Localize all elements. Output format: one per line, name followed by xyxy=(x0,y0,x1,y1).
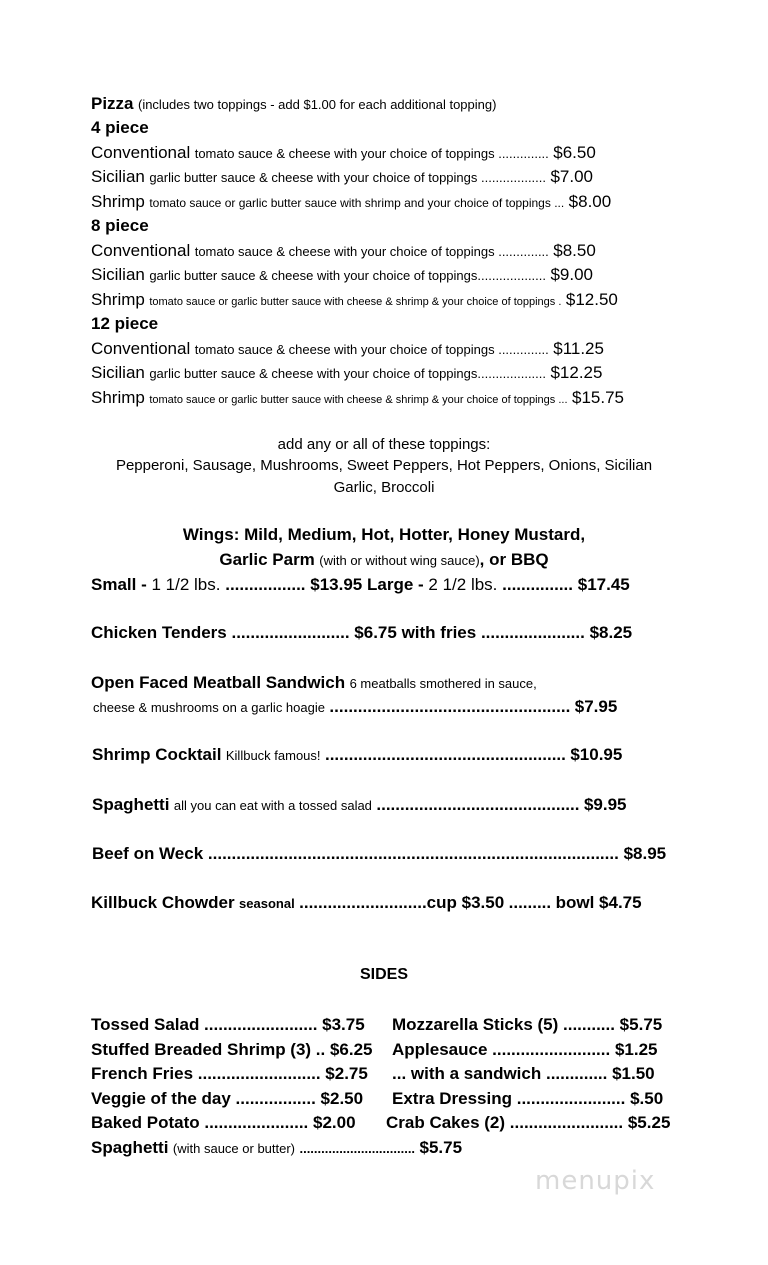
item-name: Shrimp xyxy=(91,192,145,211)
item-desc: Killbuck famous! xyxy=(225,748,321,763)
size-8-piece: 8 piece xyxy=(91,216,149,235)
item-price: $7.95 xyxy=(574,697,618,716)
wings-small-weight: 1 1/2 lbs. xyxy=(151,575,221,594)
item-desc: all you can eat with a tossed salad xyxy=(173,798,372,813)
item-name: Conventional xyxy=(91,339,191,358)
size-4-piece: 4 piece xyxy=(91,118,149,137)
item-price: $5.75 xyxy=(419,1138,463,1157)
wings-flavor-garlic-parm: Garlic Parm xyxy=(219,550,315,569)
item-name: Killbuck Chowder xyxy=(91,893,235,912)
item-desc: tomato sauce & cheese with your choice of toppings .............. xyxy=(194,244,549,259)
chowder-cup-price: cup $3.50 xyxy=(426,893,505,912)
item-desc: seasonal xyxy=(239,896,295,911)
dots: ................................................... xyxy=(329,697,571,716)
item-price: $7.00 xyxy=(550,167,594,186)
wings-small-label: Small - xyxy=(91,575,147,594)
item-price: $15.75 xyxy=(571,388,624,407)
pizza-item-row xyxy=(91,167,593,187)
side-spaghetti-row xyxy=(91,1138,462,1158)
wings-large-label: Large - xyxy=(366,575,424,594)
dots: ................................................... xyxy=(324,745,566,764)
dots: ........................... xyxy=(299,893,427,912)
sides-title: SIDES xyxy=(359,966,408,983)
dots: ............... xyxy=(502,575,573,594)
wings-flavor-bbq: , or BBQ xyxy=(479,550,549,569)
pizza-title: Pizza xyxy=(91,94,134,113)
shrimp-cocktail-row xyxy=(92,745,622,765)
item-name: Sicilian xyxy=(91,167,145,186)
wings-sauce-note: (with or without wing sauce) xyxy=(319,553,480,568)
meatball-sandwich-row xyxy=(91,673,537,693)
wings-flavors-line2 xyxy=(0,550,768,570)
side-item-right: Applesauce ......................... $1.25 xyxy=(392,1040,658,1059)
spaghetti-row xyxy=(92,795,626,815)
item-price: $6.75 xyxy=(354,623,397,642)
item-name: Shrimp xyxy=(91,290,145,309)
pizza-header xyxy=(91,94,496,114)
dots: ....................................................................................... xyxy=(207,844,619,863)
wings-flavors-line1: Wings: Mild, Medium, Hot, Hotter, Honey Mustard, xyxy=(182,525,586,544)
item-name: Conventional xyxy=(91,241,191,260)
side-item-left: French Fries .......................... $2.75 xyxy=(91,1064,368,1083)
item-name: Open Faced Meatball Sandwich xyxy=(91,673,346,692)
side-item-right: Crab Cakes (2) ........................ $5.25 xyxy=(386,1113,671,1132)
item-desc: 6 meatballs smothered in sauce, xyxy=(349,676,537,691)
dots: ......... xyxy=(508,893,552,912)
item-desc: garlic butter sauce & cheese with your choice of toppings................... xyxy=(149,268,547,283)
item-name: Spaghetti xyxy=(91,1138,169,1157)
item-price: $12.25 xyxy=(550,363,603,382)
pizza-item-row xyxy=(91,241,596,261)
item-desc: tomato sauce & cheese with your choice of toppings .............. xyxy=(194,146,549,161)
pizza-item-row xyxy=(91,388,624,408)
item-price: $8.50 xyxy=(553,241,596,260)
item-name: Spaghetti xyxy=(92,795,170,814)
item-price: $6.50 xyxy=(553,143,596,162)
side-item-right: Mozzarella Sticks (5) ........... $5.75 xyxy=(392,1015,663,1034)
pizza-item-row xyxy=(91,192,611,212)
side-item-left: Stuffed Breaded Shrimp (3) .. $6.25 xyxy=(91,1040,373,1059)
dots: ...................... xyxy=(480,623,585,642)
item-name: Beef on Weck xyxy=(92,844,204,863)
pizza-item-row xyxy=(91,265,593,285)
item-price: $11.25 xyxy=(553,339,604,358)
with-fries-price: $8.25 xyxy=(589,623,633,642)
toppings-list-line2: Garlic, Broccoli xyxy=(333,479,435,496)
dots: ................................ xyxy=(299,1141,416,1156)
pizza-item-row xyxy=(91,143,596,163)
item-desc: (with sauce or butter) xyxy=(172,1141,296,1156)
chicken-tenders-row xyxy=(91,623,632,643)
wings-prices-row xyxy=(91,575,630,595)
side-item-left: Veggie of the day ................. $2.50 xyxy=(91,1089,364,1108)
dots: ......................... xyxy=(231,623,350,642)
beef-on-weck-row xyxy=(92,844,666,864)
item-price: $9.00 xyxy=(550,265,594,284)
item-desc: garlic butter sauce & cheese with your choice of toppings................... xyxy=(149,366,547,381)
side-item-left: Baked Potato ...................... $2.00 xyxy=(91,1113,356,1132)
item-desc: garlic butter sauce & cheese with your choice of toppings .................. xyxy=(149,170,547,185)
item-price: $9.95 xyxy=(583,795,627,814)
item-name: Shrimp Cocktail xyxy=(92,745,222,764)
item-price: $8.00 xyxy=(568,192,612,211)
pizza-item-row xyxy=(91,363,602,383)
pizza-item-row xyxy=(91,339,604,359)
item-name: Shrimp xyxy=(91,388,145,407)
pizza-item-row xyxy=(91,290,618,310)
wings-large-weight: 2 1/2 lbs. xyxy=(428,575,498,594)
item-name: Conventional xyxy=(91,143,191,162)
dots: ................. xyxy=(225,575,306,594)
size-12-piece: 12 piece xyxy=(91,314,159,333)
side-item-right: ... with a sandwich ............. $1.50 xyxy=(392,1064,655,1083)
meatball-sandwich-row-2 xyxy=(93,697,617,717)
item-name: Sicilian xyxy=(91,363,145,382)
dots: ........................................... xyxy=(376,795,580,814)
item-desc: tomato sauce & cheese with your choice of toppings .............. xyxy=(194,342,549,357)
menupix-watermark: menupix xyxy=(535,1166,656,1196)
item-desc: tomato sauce or garlic butter sauce with cheese & shrimp & your choice of toppings . xyxy=(149,296,562,308)
toppings-list-line1: Pepperoni, Sausage, Mushrooms, Sweet Peppers, Hot Peppers, Onions, Sicilian xyxy=(115,457,653,474)
item-desc: cheese & mushrooms on a garlic hoagie xyxy=(93,700,325,715)
side-item-right: Extra Dressing ....................... $.50 xyxy=(392,1089,664,1108)
wings-large-price: $17.45 xyxy=(577,575,630,594)
chowder-bowl-price: bowl $4.75 xyxy=(555,893,642,912)
item-price: $12.50 xyxy=(565,290,618,309)
killbuck-chowder-row xyxy=(91,893,642,913)
item-price: $10.95 xyxy=(570,745,623,764)
with-fries-label: with fries xyxy=(401,623,477,642)
item-name: Sicilian xyxy=(91,265,145,284)
pizza-note: (includes two toppings - add $1.00 for each additional topping) xyxy=(137,97,497,112)
item-desc: tomato sauce or garlic butter sauce with cheese & shrimp & your choice of toppings ... xyxy=(149,394,568,406)
wings-small-price: $13.95 xyxy=(310,575,363,594)
item-desc: tomato sauce or garlic butter sauce with shrimp and your choice of toppings ... xyxy=(149,196,565,210)
side-item-left: Tossed Salad ........................ $3.75 xyxy=(91,1015,365,1034)
toppings-heading: add any or all of these toppings: xyxy=(277,436,491,453)
item-name: Chicken Tenders xyxy=(91,623,227,642)
item-price: $8.95 xyxy=(623,844,667,863)
